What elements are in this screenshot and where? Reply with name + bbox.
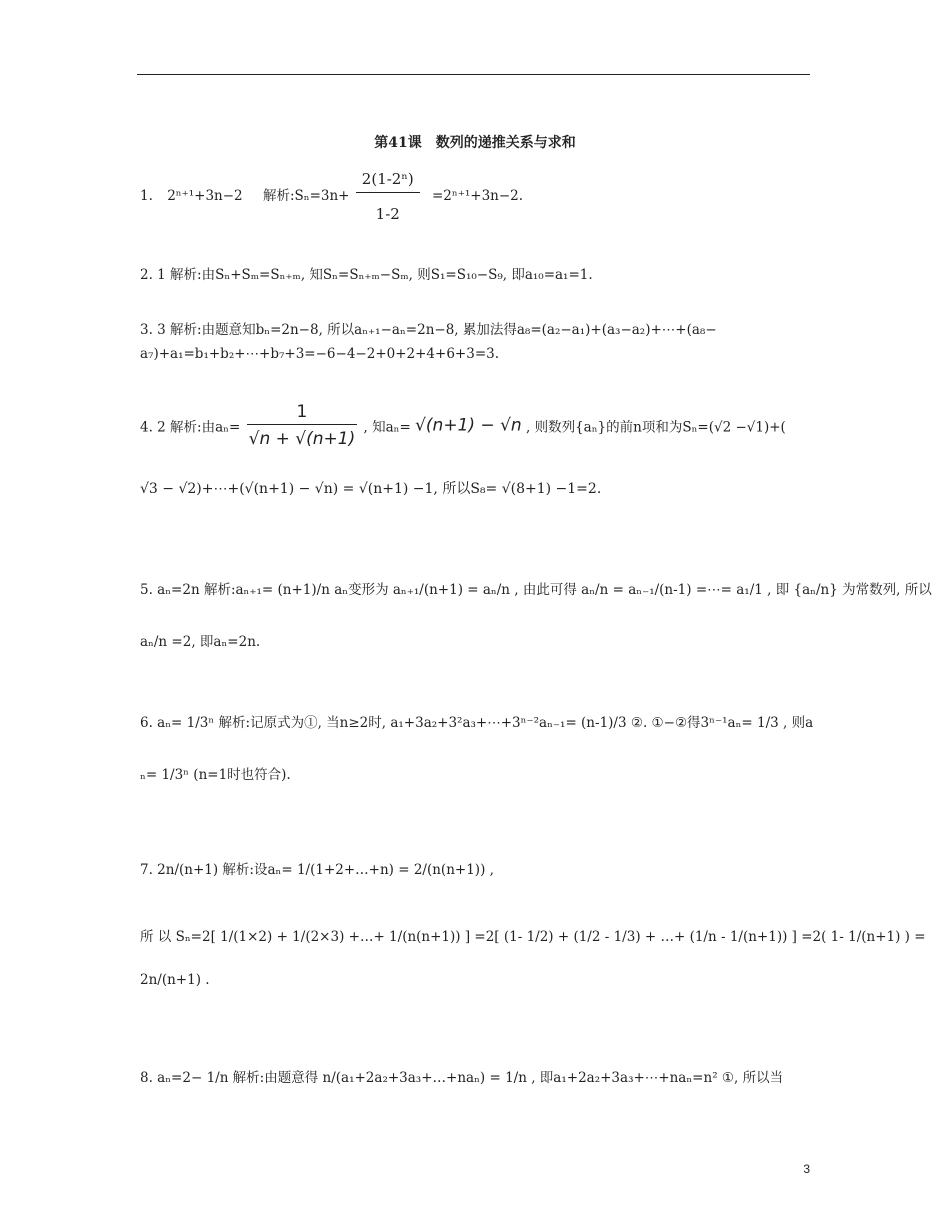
problem-2: 2. 1 解析:由Sₙ+Sₘ=Sₙ₊ₘ, 知Sₙ=Sₙ₊ₘ−Sₘ, 则S₁=S₁₀−S₉, 即a₁₀=a₁=1. xyxy=(140,267,593,283)
problem-7-line-1: 7. 2n/(n+1) 解析:设aₙ= 1/(1+2+…+n) = 2/(n(n+1)) , xyxy=(140,862,494,878)
problem-1-answer: 2ⁿ⁺¹+3n−2 xyxy=(167,188,243,204)
problem-1-label: 1. xyxy=(140,188,153,204)
problem-4-mid: , 知aₙ= xyxy=(363,419,411,436)
problem-4-label: 4. 2 解析:由aₙ= xyxy=(140,419,241,436)
problem-5-line-1: 5. aₙ=2n 解析:aₙ₊₁= (n+1)/n aₙ变形为 aₙ₊₁/(n+1) = aₙ/n , 由此可得 aₙ/n = aₙ₋₁/(n-1) =⋯= a₁/1 , 即 {aₙ/n} 为常数列, 所以 xyxy=(140,582,932,598)
problem-1-tail: =2ⁿ⁺¹+3n−2. xyxy=(432,188,524,204)
page-number: 3 xyxy=(803,1162,810,1176)
problem-1 xyxy=(140,170,523,223)
fraction-numerator: 2(1-2ⁿ) xyxy=(356,170,420,193)
problem-4-expr: √(n+1) − √n xyxy=(415,415,522,436)
fraction-numerator: 1 xyxy=(247,402,358,425)
problem-4-tail: , 则数列{aₙ}的前n项和为Sₙ=(√2 −√1)+( xyxy=(525,419,786,436)
problem-1-analysis: 解析:Sₙ=3n+ xyxy=(262,188,350,204)
problem-5-line-2: aₙ/n =2, 即aₙ=2n. xyxy=(140,634,261,650)
problem-3-line-2: a₇)+a₁=b₁+b₂+⋯+b₇+3=−6−4−2+0+2+4+6+3=3. xyxy=(140,346,500,362)
fraction-denominator: 1-2 xyxy=(375,205,400,223)
page-title: 第41课 数列的递推关系与求和 xyxy=(374,135,576,151)
problem-4-fraction xyxy=(247,402,358,449)
problem-4-line-1 xyxy=(140,402,786,449)
problem-7-line-3: 2n/(n+1) . xyxy=(140,972,210,988)
problem-6-line-1: 6. aₙ= 1/3ⁿ 解析:记原式为①, 当n≥2时, a₁+3a₂+3²a₃+⋯+3ⁿ⁻²aₙ₋₁= (n-1)/3 ②. ①−②得3ⁿ⁻¹aₙ= 1/3 , 则a xyxy=(140,715,814,731)
problem-1-fraction xyxy=(356,170,420,223)
header-rule xyxy=(137,74,810,75)
fraction-denominator: √n + √(n+1) xyxy=(248,429,356,449)
problem-8-line-1: 8. aₙ=2− 1/n 解析:由题意得 n/(a₁+2a₂+3a₃+…+naₙ) = 1/n , 即a₁+2a₂+3a₃+⋯+naₙ=n² ①, 所以当 xyxy=(140,1070,784,1086)
problem-3-line-1: 3. 3 解析:由题意知bₙ=2n−8, 所以aₙ₊₁−aₙ=2n−8, 累加法得a₈=(a₂−a₁)+(a₃−a₂)+⋯+(a₈− xyxy=(140,322,717,338)
problem-6-line-2: ₙ= 1/3ⁿ (n=1时也符合). xyxy=(140,767,291,783)
problem-7-line-2: 所 以 Sₙ=2[ 1/(1×2) + 1/(2×3) +…+ 1/(n(n+1)) ] =2[ (1- 1/2) + (1/2 - 1/3) + …+ (1/n - 1/(n+1)) ] =2( 1- 1/(n+1) ) = xyxy=(140,929,926,945)
problem-4-line-2: √3 − √2)+⋯+(√(n+1) − √n) = √(n+1) −1, 所以S₈= √(8+1) −1=2. xyxy=(140,481,602,497)
